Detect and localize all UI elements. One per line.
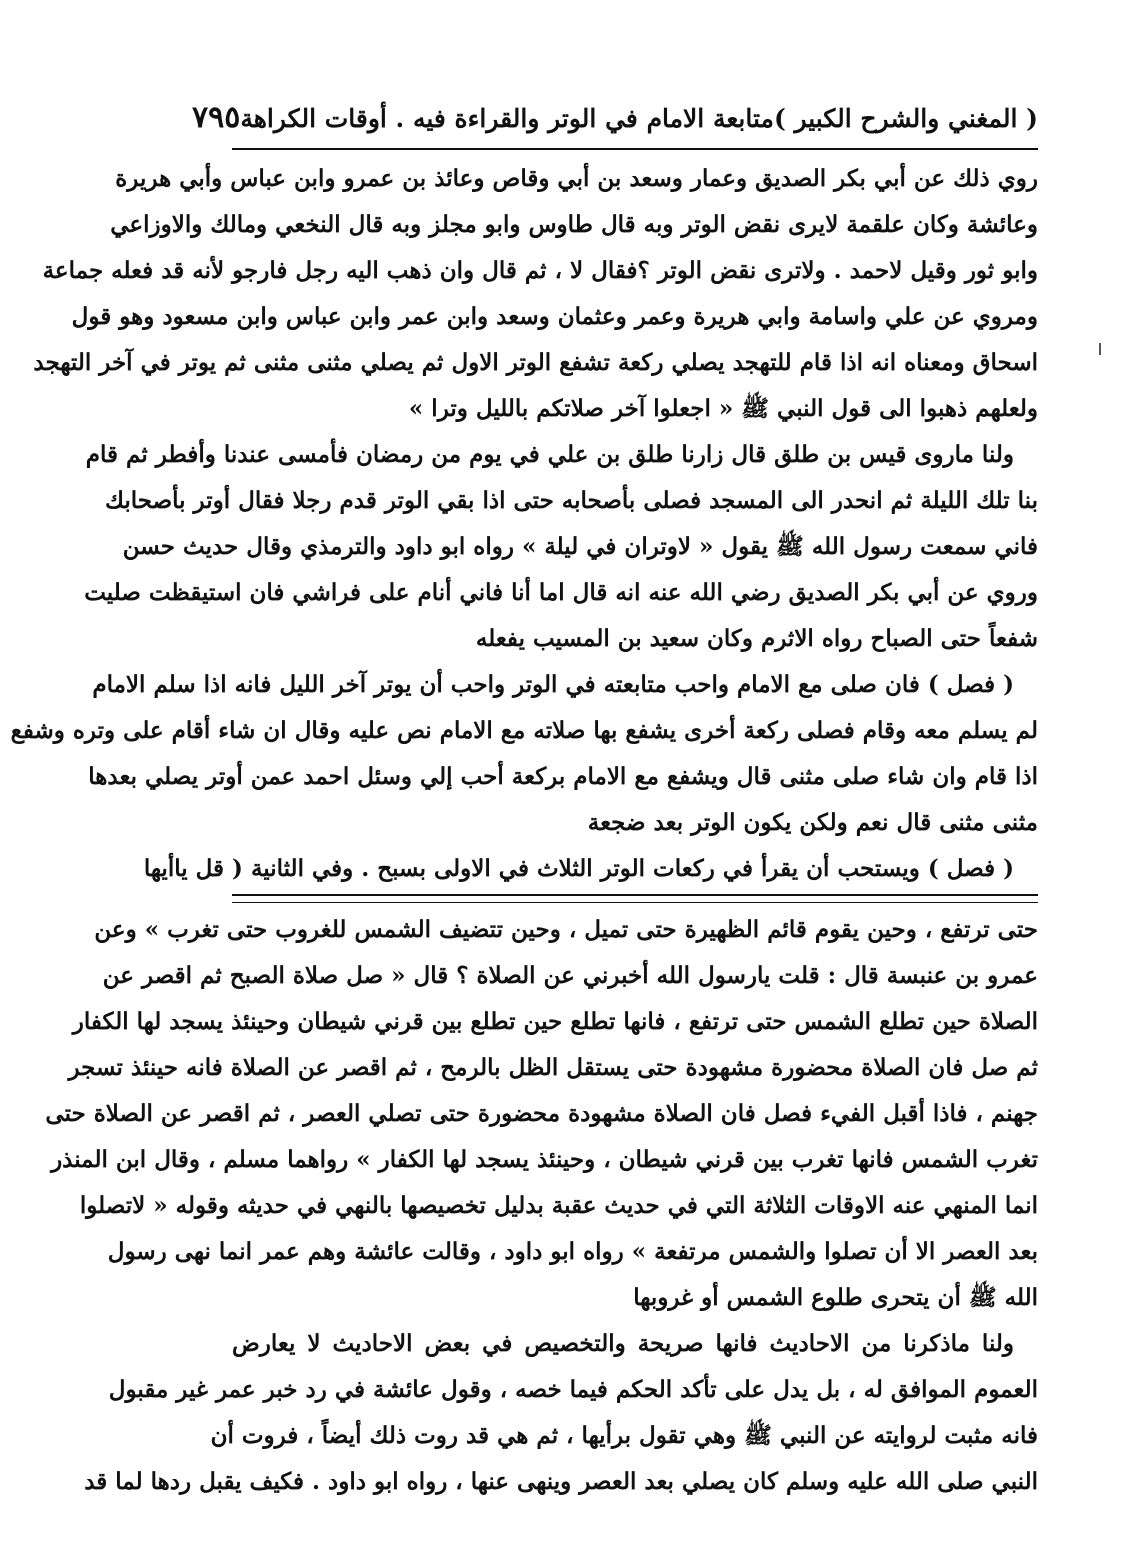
text-line: شفعاً حتى الصباح رواه الاثرم وكان سعيد بن المسيب يفعله — [475, 625, 1038, 652]
text-line: ولعلهم ذهبوا الى قول النبي ﷺ « اجعلوا آخر صلاتكم بالليل وترا » — [408, 395, 1038, 422]
header-rule — [232, 148, 1038, 150]
page-number: ٧٩٥ — [191, 100, 241, 135]
text-line: الصلاة حين تطلع الشمس حتى ترتفع ، فانها تطلع حين تطلع بين قرني شيطان وحينئذ يسجد لها الكفار — [72, 1008, 1038, 1035]
text-line: بنا تلك الليلة ثم انحدر الى المسجد فصلى بأصحابه حتى اذا بقي الوتر قدم رجلا فقال أوتر بأصحابك — [104, 487, 1038, 514]
page — [10, 100, 1038, 1505]
text-line: ( فصل ) ويستحب أن يقرأ في ركعات الوتر الثلاث في الاولى بسبح . وفي الثانية ( قل ياأيها — [143, 855, 1014, 882]
upper-text-block — [10, 156, 1038, 892]
text-line: ( فصل ) فان صلى مع الامام واحب متابعته في الوتر واحب أن يوتر آخر الليل فانه اذا سلم الامام — [92, 671, 1014, 698]
text-line: ولنا ماذكرنا من الاحاديث فانها صريحة والتخصيص في بعض الاحاديث لا يعارض — [232, 1330, 1014, 1357]
text-line: وروي عن أبي بكر الصديق رضي الله عنه انه قال اما أنا فاني أنام على فراشي فان استيقظت صليت — [84, 579, 1038, 606]
text-line: فانه مثبت لروايته عن النبي ﷺ وهي تقول برأيها ، ثم هي قد روت ذلك أيضاً ، فروت أن — [210, 1422, 1038, 1449]
running-title: متابعة الامام في الوتر والقراءة فيه . أوقات الكراهة — [240, 104, 774, 133]
text-line: مثنى مثنى قال نعم ولكن يكون الوتر بعد ضجعة — [587, 809, 1038, 836]
text-line: تغرب الشمس فانها تغرب بين قرني شيطان ، وحينئذ يسجد لها الكفار » رواهما مسلم ، وقال ابن المنذر — [51, 1146, 1038, 1173]
text-line: اسحاق ومعناه انه اذا قام للتهجد يصلي ركعة تشفع الوتر الاول ثم يصلي مثنى مثنى ثم يوتر في آخر التهجد — [33, 349, 1038, 376]
text-line: ومروي عن علي واسامة وابي هريرة وعمر وعثمان وسعد وابن عمر وابن عباس وابن مسعود وهو قول — [71, 303, 1038, 330]
text-line: بعد العصر الا أن تصلوا والشمس مرتفعة » رواه ابو داود ، وقالت عائشة وهم عمر انما نهى رسول — [107, 1238, 1038, 1265]
text-line: ثم صل فان الصلاة محضورة مشهودة حتى يستقل الظل بالرمح ، ثم اقصر عن الصلاة فانه حينئذ تسجر — [68, 1054, 1038, 1081]
text-line: الله ﷺ أن يتحرى طلوع الشمس أو غروبها — [633, 1284, 1038, 1311]
text-line: العموم الموافق له ، بل يدل على تأكد الحكم فيما خصه ، وقول عائشة في رد خبر عمر غير مقبول — [108, 1376, 1038, 1403]
text-line: فاني سمعت رسول الله ﷺ يقول « لاوتران في ليلة » رواه ابو داود والترمذي وقال حديث حسن — [122, 533, 1038, 560]
section-divider — [232, 894, 1038, 903]
text-line: ولنا ماروى قيس بن طلق قال زارنا طلق بن علي في يوم من رمضان فأمسى عندنا وأفطر ثم قام — [85, 441, 1014, 468]
text-line: وابو ثور وقيل لاحمد . ولاترى نقض الوتر ؟فقال لا ، ثم قال وان ذهب اليه رجل فارجو لأنه قد فعله جماعة — [42, 257, 1038, 284]
text-line: انما المنهي عنه الاوقات الثلاثة التي في حديث عقبة بدليل تخصيصها بالنهي في حديثه وقوله « لاتصلوا — [79, 1192, 1038, 1219]
text-line: عمرو بن عنبسة قال : قلت يارسول الله أخبرني عن الصلاة ؟ قال « صل صلاة الصبح ثم اقصر عن — [102, 962, 1038, 989]
text-line: اذا قام وان شاء صلى مثنى قال ويشفع مع الامام بركعة أحب إلي وسئل احمد عمن أوتر يصلي بعدها — [88, 763, 1038, 790]
lower-text-block — [45, 907, 1038, 1505]
text-line: روي ذلك عن أبي بكر الصديق وعمار وسعد بن أبي وقاص وعائذ بن عمرو وابن عباس وأبي هريرة — [115, 165, 1038, 192]
margin-mark — [1099, 343, 1101, 355]
book-title: ( المغني والشرح الكبير ) — [773, 104, 1038, 133]
text-line: وعائشة وكان علقمة لايرى نقض الوتر وبه قال طاوس وابو مجلز وبه قال النخعي ومالك والاوزاعي — [110, 211, 1038, 238]
text-line: لم يسلم معه وقام فصلى ركعة أخرى يشفع بها صلاته مع الامام نص عليه وقال ان شاء أقام على وتره وشفع — [10, 717, 1038, 744]
page-header — [191, 100, 1038, 148]
text-line: حتى ترتفع ، وحين يقوم قائم الظهيرة حتى تميل ، وحين تتضيف الشمس للغروب حتى تغرب » وعن — [94, 916, 1038, 943]
text-line: النبي صلى الله عليه وسلم كان يصلي بعد العصر وينهى عنها ، رواه ابو داود . فكيف يقبل ردها لما قد — [84, 1468, 1038, 1495]
text-line: جهنم ، فاذا أقبل الفيء فصل فان الصلاة مشهودة محضورة حتى تصلي العصر ، ثم اقصر عن الصلاة حتى — [45, 1100, 1038, 1127]
